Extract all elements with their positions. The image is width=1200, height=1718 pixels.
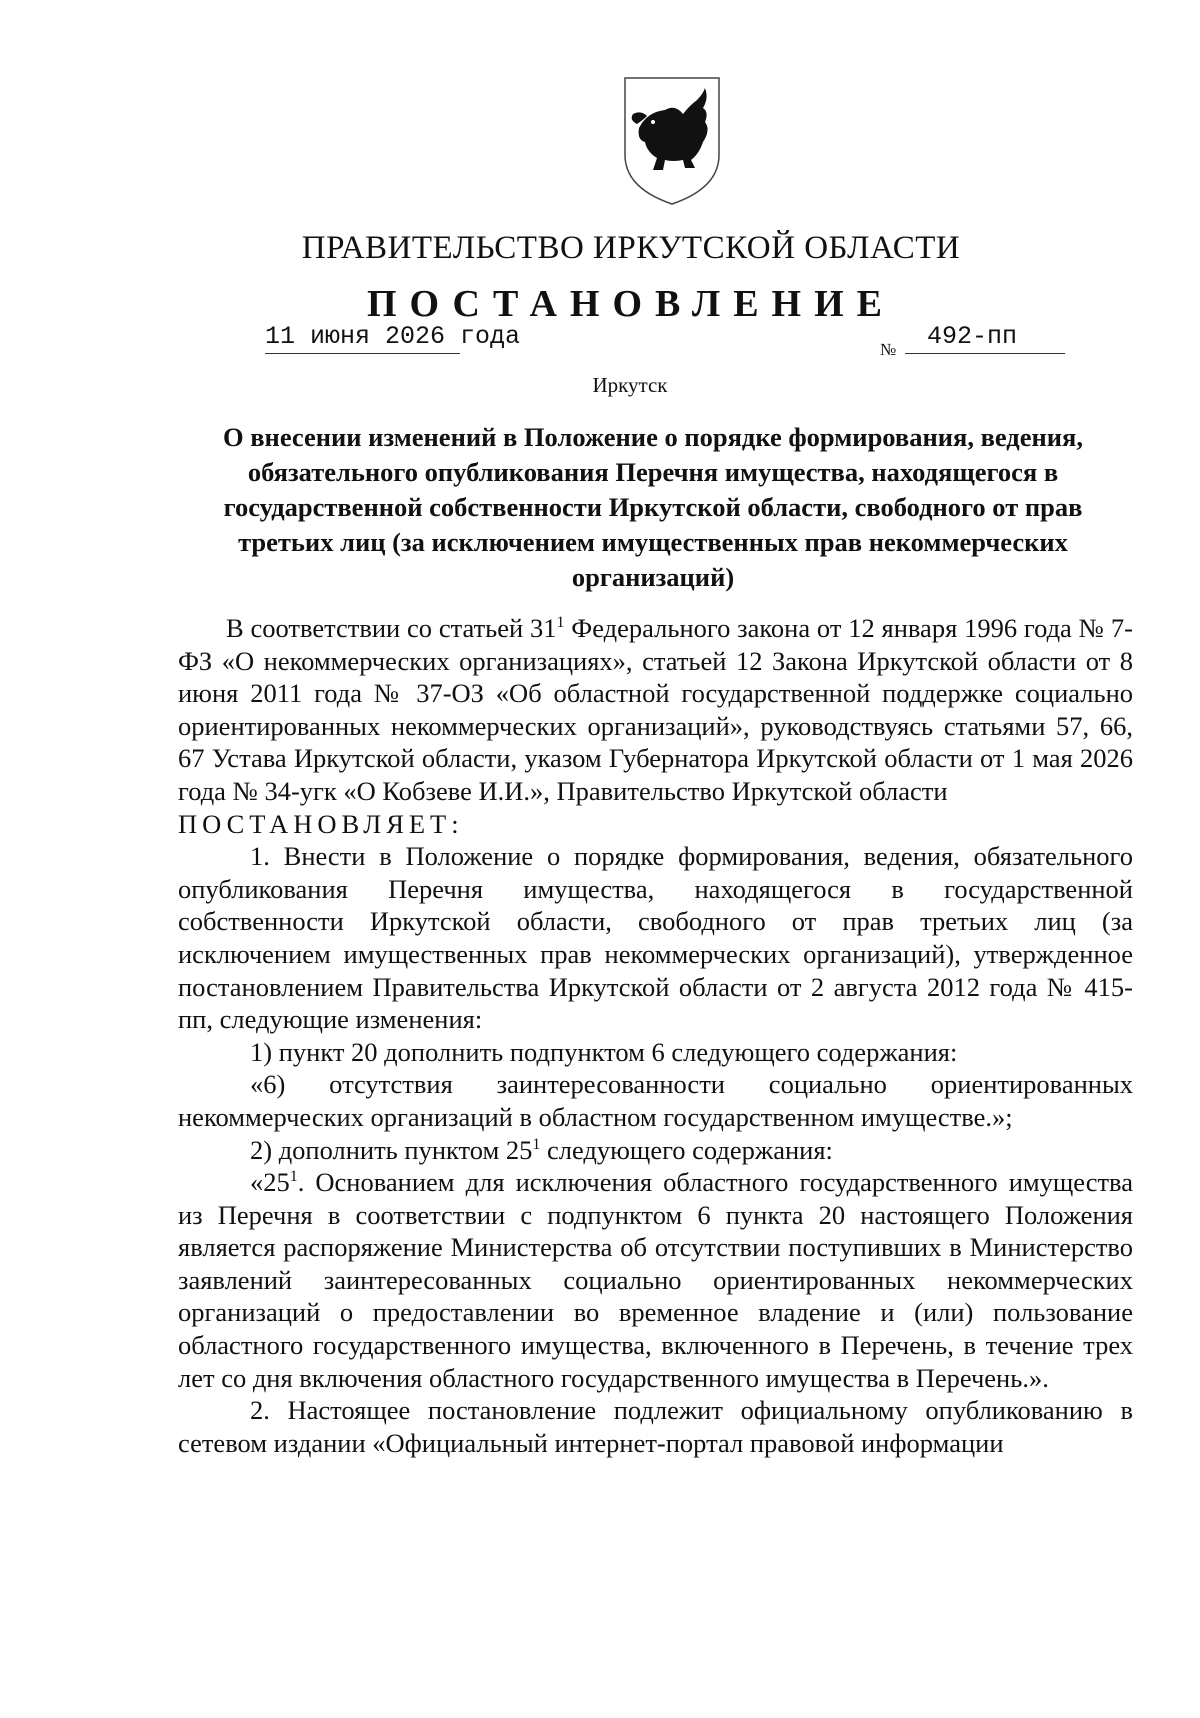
document-type: ПОСТАНОВЛЕНИЕ [366,283,896,325]
number-label: № [880,340,897,359]
government-name: ПРАВИТЕЛЬСТВО ИРКУТСКОЙ ОБЛАСТИ [301,230,961,266]
subitem-1-text: «6) отсутствия заинтересованности социально ориентированных некоммерческих организаций в областном государственном имуществе.»; [178,1069,1133,1132]
subitem-2-paragraph: 2) дополнить пунктом $25^1$ следующего содержания: [250,1134,833,1165]
document-title: О внесении изменений в Положение о порядке формирования, ведения, обязательного опубликования Перечня имущества, находящегося в государственной собственности Иркутской области, свободного от прав третьих лиц (за исключением имущественных прав некоммерческих организаций) [223,422,1083,592]
item-2-paragraph: 2. Настоящее постановление подлежит официальному опубликованию в сетевом издании «Официальный интернет-портал правовой информации [178,1395,1133,1458]
item-1-paragraph: 1. Внести в Положение о порядке формирования, ведения, обязательного опубликования Перечня имущества, находящегося в государственной собственности Иркутской области, свободного от прав третьих лиц (за исключением имущественных прав некоммерческих организаций), утвержденное постановлением Правительства Иркутской области от 2 августа 2012 года № 415-пп, следующие изменения: [178,841,1133,1035]
document-city: Иркутск [592,373,668,397]
resolves-line: ПОСТАНОВЛЯЕТ: [178,808,464,839]
coat-of-arms-icon [617,70,727,210]
document-date: 11 июня 2026 года [265,322,460,354]
subitem-1-paragraph: 1) пункт 20 дополнить подпунктом 6 следующего содержания: [250,1036,958,1067]
document-number: 492-пп [905,322,1065,354]
preamble-paragraph: В соответствии со статьей $31^1$ Федерального закона от 12 января 1996 года № 7-ФЗ «О некоммерческих организациях», статьей 12 Закона Иркутской области от 8 июня 2011 года № 37-ОЗ «Об областной государственной поддержке социально ориентированных некоммерческих организаций», руководствуясь статьями 57, 66, 67 Устава Иркутской области, указом Губернатора Иркутской области от 1 мая 2026 года № 34-угк «О Кобзеве И.И.», Правительство Иркутской области [178,613,1133,806]
document-body [178,612,1133,1459]
subitem-2-text: «$25^1$. Основанием для исключения областного государственного имущества из Перечня в соответствии с подпунктом 6 пункта 20 настоящего Положения является распоряжение Министерства об отсутствии поступивших в Министерство заявлений заинтересованных социально ориентированных некоммерческих организаций о предоставлении во временное владение и (или) пользование областного государственного имущества, включенного в Перечень, в течение трех лет со дня включения областного государственного имущества в Перечень.». [178,1167,1133,1393]
